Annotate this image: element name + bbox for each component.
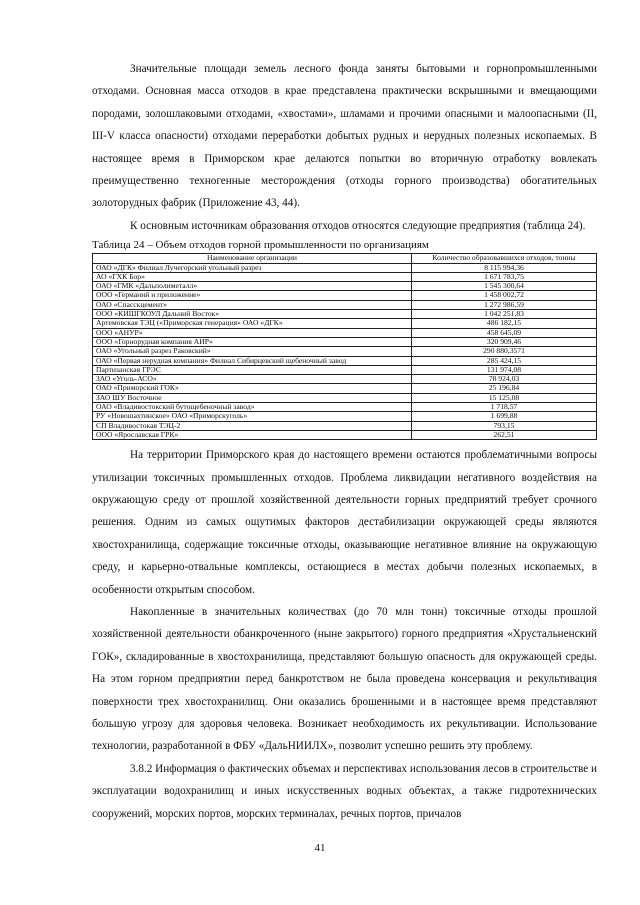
organization-cell: ООО «Ярославская ГРК»: [93, 430, 412, 439]
table-row: [93, 291, 597, 300]
table-row: [93, 384, 597, 393]
organization-cell: ОАО «Первая нерудная компания» Филиал Сибирцевский щебеночный завод: [93, 356, 412, 365]
table-row: [93, 263, 597, 272]
organization-cell: ОАО «Приморский ГОК»: [93, 384, 412, 393]
organization-cell: Партизанская ГРЭС: [93, 365, 412, 374]
table-row: [93, 365, 597, 374]
waste-amount-cell: 1 042 251,83: [412, 310, 597, 319]
waste-amount-cell: 1 718,57: [412, 403, 597, 412]
waste-amount-cell: 793,15: [412, 421, 597, 430]
waste-amount-cell: 8 115 994,36: [412, 263, 597, 272]
organization-cell: ОАО «Владивостокский бутощебеночный завод»: [93, 403, 412, 412]
paragraph-khrustalnensky-gok: Накопленные в значительных количествах (до 70 млн тонн) токсичные отходы прошлой хозяйственной деятельности обанкроченного (ныне закрытого) горного предприятия «Хрустальненский ГОК», складированные в хвостохранилища, представляют большую опасность для окружающей среды. На этом горном предприятии перед банкротством не была проведена консервация и рекультивация поверхности трех хвостохранилищ. Они оказались брошенными и в настоящее время представляют большую угрозу для здоровья человека. Возникает необходимость их рекультивации. Использование технологии, разработанной в ФБУ «ДальНИИЛХ», позволит успешно решить эту проблему.: [92, 606, 597, 753]
table-row: [93, 421, 597, 430]
organization-cell: ЗАО «Уголь-АСО»: [93, 375, 412, 384]
table-row: [93, 300, 597, 309]
paragraph-toxic-waste: На территории Приморского края до настоящего времени остаются проблематичными вопросы утилизации токсичных промышленных отходов. Проблема ликвидации негативного воздействия на окружающую среду от прошлой хозяйственной деятельности горных предприятий требует срочного решения. Одним из самых ощутимых факторов дестабилизации окружающей среды являются хвостохранилища, содержащие токсичные отходы, оказывающие негативное влияние на окружающую среду, и карьерно-отвальные комплексы, остающиеся в местах добычи полезных ископаемых, в особенности открытым способом.: [92, 449, 597, 596]
waste-amount-cell: 1 272 986,59: [412, 300, 597, 309]
organization-cell: РУ «Новошахтинское» ОАО «Приморскуголь»: [93, 412, 412, 421]
table-row: [93, 412, 597, 421]
table-row: [93, 393, 597, 402]
waste-amount-cell: 486 182,15: [412, 319, 597, 328]
table-row: [93, 310, 597, 319]
table-caption: Таблица 24 – Объем отходов горной промышленности по организациям: [92, 239, 429, 252]
organization-cell: ООО «АНУР»: [93, 328, 412, 337]
document-page: [92, 58, 597, 825]
organization-cell: ОАО «ГМК «Дальполиметалл»: [93, 282, 412, 291]
table-row: [93, 272, 597, 281]
table-row: [93, 282, 597, 291]
waste-amount-cell: 131 974,08: [412, 365, 597, 374]
column-header-organization: Наименование организации: [93, 254, 412, 263]
table-row: [93, 430, 597, 439]
table-row: [93, 356, 597, 365]
organization-cell: ОАО «Спасскцемент»: [93, 300, 412, 309]
organization-cell: ООО «КИШГКОУЛ Дальний Восток»: [93, 310, 412, 319]
waste-volume-table: [92, 253, 597, 440]
paragraph-sources-intro: К основным источникам образования отходов относятся следующие предприятия (таблица 24).: [130, 219, 586, 232]
paragraph-forest-waste: Значительные площади земель лесного фонда заняты бытовыми и горнопромышленными отходами. Основная масса отходов в крае представлена практически вскрышными и вмещающими породами, золошлаковыми отходами, «хвостами», шламами и прочими опасными и малоопасными (II, III-V класса опасности) отходами переработки добытых рудных и нерудных полезных ископаемых. В настоящее время в Приморском крае делаются попытки во вторичную отработку вовлекать преимущественно техногенные месторождения (отходы горного производства) обогатительных золоторудных фабрик (Приложение 43, 44).: [92, 63, 597, 210]
organization-cell: ООО «Горнорудная компания АИР»: [93, 337, 412, 346]
organization-cell: СП Владивостокая ТЭЦ-2: [93, 421, 412, 430]
organization-cell: ОАО «ДГК» Филиал Лучегорский угольный разрез: [93, 263, 412, 272]
waste-amount-cell: 1 545 300,64: [412, 282, 597, 291]
waste-amount-cell: 285 424,15: [412, 356, 597, 365]
waste-amount-cell: 15 125,08: [412, 393, 597, 402]
section-heading-3-8-2: 3.8.2 Информация о фактических объемах и перспективах использования лесов в строительстве и эксплуатации водохранилищ и иных искусственных водных объектах, а также гидротехнических сооружений, морских портов, морских терминалах, речных портов, причалов: [92, 762, 597, 820]
waste-amount-cell: 1 699,88: [412, 412, 597, 421]
organization-cell: ОАО «Угольный разрез Раковский»: [93, 347, 412, 356]
table-row: [93, 403, 597, 412]
waste-amount-cell: 25 196,84: [412, 384, 597, 393]
table-row: [93, 319, 597, 328]
organization-cell: ООО «Германий и приложение»: [93, 291, 412, 300]
waste-amount-cell: 290 880,3571: [412, 347, 597, 356]
table-row: [93, 375, 597, 384]
organization-cell: ЗАО ШУ Восточное: [93, 393, 412, 402]
table-row: [93, 337, 597, 346]
waste-amount-cell: 320 909,46: [412, 337, 597, 346]
waste-amount-cell: 458 645,09: [412, 328, 597, 337]
page-number: 41: [314, 842, 326, 854]
organization-cell: Артемовская ТЭЦ («Приморская генерация» ОАО «ДГК»: [93, 319, 412, 328]
organization-cell: АО «ГХК Бор»: [93, 272, 412, 281]
waste-amount-cell: 78 924,03: [412, 375, 597, 384]
table-row: [93, 328, 597, 337]
table-body: [93, 263, 597, 440]
table-row: [93, 347, 597, 356]
waste-amount-cell: 262,51: [412, 430, 597, 439]
column-header-waste-amount: Количество образовавшихся отходов, тонны: [412, 254, 597, 263]
waste-amount-cell: 1 671 783,75: [412, 272, 597, 281]
table-header-row: [93, 254, 597, 263]
waste-amount-cell: 1 458 002,72: [412, 291, 597, 300]
